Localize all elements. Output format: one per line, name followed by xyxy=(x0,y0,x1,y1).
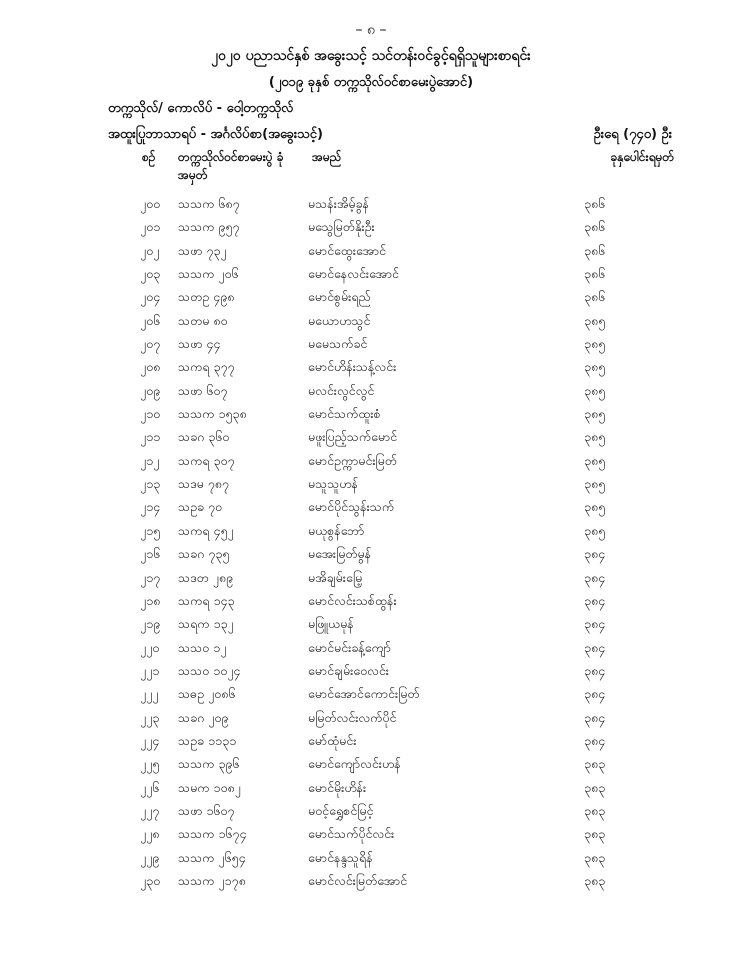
row-score: ၃၈၅ xyxy=(584,429,606,445)
row-number: ၂၂၁ xyxy=(140,662,160,678)
row-number: ၂၁၂ xyxy=(140,452,160,468)
table-row xyxy=(0,495,742,518)
row-number: ၂၂၉ xyxy=(140,849,160,865)
row-number: ၂၂၂ xyxy=(140,686,159,702)
row-number: ၂၁၃ xyxy=(140,476,161,492)
row-score: ၃၈၄ xyxy=(584,732,606,748)
row-exam-id: သဒမ ၇၈၇ xyxy=(178,476,229,492)
table-row xyxy=(0,752,742,775)
row-number: ၂၀၇ xyxy=(140,336,161,352)
row-name: မယုစွန်ဘော် xyxy=(308,522,365,538)
table-row xyxy=(0,239,742,262)
row-score: ၃၈၄ xyxy=(584,662,606,678)
row-name: မသူသူဟန် xyxy=(308,476,359,492)
row-number: ၂၀၃ xyxy=(140,266,161,282)
row-exam-id: သသက ၉၅၇ xyxy=(178,219,240,235)
row-score: ၃၈၄ xyxy=(584,639,606,655)
row-name: မောင်နန္ဒသူရိန် xyxy=(308,849,373,865)
table-row xyxy=(0,799,742,822)
row-number: ၂၂၅ xyxy=(140,756,160,772)
table-row xyxy=(0,379,742,402)
header-name: အမည် xyxy=(312,150,342,164)
table-row xyxy=(0,846,742,869)
table-row xyxy=(0,285,742,308)
row-number: ၂၂၀ xyxy=(140,639,160,655)
row-name: မသွေမြတ်နိုးဦး xyxy=(308,219,375,235)
table-row xyxy=(0,192,742,215)
page-number: – ၈ – xyxy=(355,22,387,38)
row-name: မသန်းအိမ့်ခွန် xyxy=(308,196,369,211)
row-exam-id: သတမ ၈၀ xyxy=(178,312,228,328)
row-number: ၂၀၈ xyxy=(140,359,161,375)
row-number: ၂၀၀ xyxy=(140,196,161,211)
row-name: မမြတ်လင်းလက်ပိုင် xyxy=(308,709,397,725)
row-name: မောင်ကျော်လင်းဟန် xyxy=(308,756,401,772)
table-row xyxy=(0,659,742,682)
row-number: ၂၀၉ xyxy=(140,382,161,398)
row-exam-id: သသက ၂၁၇၈ xyxy=(178,872,246,888)
table-row xyxy=(0,589,742,612)
row-exam-id: သကရ ၁၄၃ xyxy=(178,592,235,608)
row-name: မောင်မိုးဟိန်း xyxy=(308,779,367,795)
row-name: မောင်သက်ထူးစံ xyxy=(308,406,381,422)
table-row xyxy=(0,332,742,355)
row-exam-id: သဒတ ၂၈၉ xyxy=(178,569,234,585)
table-row xyxy=(0,215,742,238)
table-row xyxy=(0,449,742,472)
row-score: ၃၈၃ xyxy=(584,779,606,795)
row-score: ၃၈၅ xyxy=(584,336,606,352)
row-name: မောင်ဥက္ကာမင်းမြတ် xyxy=(308,452,397,468)
program-label: အထူးပြုဘာသာရပ် - အင်္ဂလိပ်စာ(အခွေးသင့်) xyxy=(108,127,323,142)
row-number: ၂၂၃ xyxy=(140,709,160,725)
row-exam-id: သသက ၂၆၅၄ xyxy=(178,849,246,865)
table-row xyxy=(0,542,742,565)
row-number: ၂၂၇ xyxy=(140,802,160,818)
quota-label: ဦးရေ (၇၄၀) ဦး xyxy=(593,127,672,142)
row-name: မော်ထုံမင်း xyxy=(308,732,357,748)
row-exam-id: သသက ၁၆၇၄ xyxy=(178,826,247,842)
row-exam-id: သဥခ ၇၀ xyxy=(178,499,223,515)
document-subtitle: (၂၀၁၉ ခုနှစ် တက္ကသိုလ်ဝင်စာမေးပွဲအောင်) xyxy=(268,75,474,90)
row-score: ၃၈၅ xyxy=(584,499,606,515)
row-exam-id: သဥခ ၁၁၃၁ xyxy=(178,732,237,748)
row-exam-id: သဖာ ၄၄ xyxy=(178,336,221,352)
row-name: မောင်သက်ပိုင်လင်း xyxy=(308,826,395,842)
table-row xyxy=(0,309,742,332)
table-row xyxy=(0,425,742,448)
table-row xyxy=(0,472,742,495)
table-row xyxy=(0,776,742,799)
row-exam-id: သသက ၂၀၆ xyxy=(178,266,239,282)
table-row xyxy=(0,612,742,635)
row-number: ၂၀၂ xyxy=(140,242,160,258)
row-exam-id: သရက ၁၃၂ xyxy=(178,616,234,632)
row-score: ၃၈၄ xyxy=(584,592,606,608)
row-score: ၃၈၄ xyxy=(584,709,606,725)
row-name: မလင်းလွင်လွင် xyxy=(308,382,375,398)
table-row xyxy=(0,262,742,285)
row-score: ၃၈၅ xyxy=(584,359,606,375)
table-row xyxy=(0,706,742,729)
row-number: ၂၁၉ xyxy=(140,616,161,632)
row-number: ၂၃၀ xyxy=(140,872,161,888)
row-name: မဝင့်ရွှေစင်မြင့် xyxy=(308,802,374,818)
table-row xyxy=(0,682,742,705)
row-number: ၂၁၄ xyxy=(140,499,161,515)
row-exam-id: သဖာ ၁၆၀၇ xyxy=(178,802,235,818)
row-name: မောင်ထွေးအောင် xyxy=(308,242,386,258)
row-score: ၃၈၃ xyxy=(584,802,606,818)
row-number: ၂၁၆ xyxy=(140,546,161,562)
row-name: မဖြူယမုန် xyxy=(308,616,354,632)
table-row xyxy=(0,566,742,589)
row-name: မောင်စွမ်းရည် xyxy=(308,289,371,305)
row-score: ၃၈၅ xyxy=(584,382,606,398)
row-name: မအေးမြတ်မွန် xyxy=(308,546,372,562)
document-title: ၂၀၂၀ ပညာသင်နှစ် အခွေးသင့် သင်တန်းဝင်ခွင့်ရရှိသူများစာရင်း xyxy=(211,48,531,64)
results-list xyxy=(0,192,742,892)
row-exam-id: သသက ၁၅၃၈ xyxy=(178,406,247,422)
row-score: ၃၈၅ xyxy=(584,522,606,538)
row-exam-id: သကရ ၄၅၂ xyxy=(178,522,234,538)
row-score: ၃၈၅ xyxy=(584,452,606,468)
row-score: ၃၈၅ xyxy=(584,476,606,492)
row-name: မောင်နေလင်းအောင် xyxy=(308,266,399,282)
row-score: ၃၈၄ xyxy=(584,569,606,585)
row-score: ၃၈၆ xyxy=(584,266,606,282)
row-score: ၃၈၆ xyxy=(584,219,606,235)
row-number: ၂၁၈ xyxy=(140,592,161,608)
table-row xyxy=(0,402,742,425)
row-exam-id: သဖာ ၇၃၂ xyxy=(178,242,227,258)
row-exam-id: သကရ ၃၇၇ xyxy=(178,359,235,375)
row-score: ၃၈၄ xyxy=(584,616,606,632)
row-exam-id: သကရ ၃၀၇ xyxy=(178,452,235,468)
row-score: ၃၈၄ xyxy=(584,546,606,562)
row-exam-id: သသဝ ၁၂ xyxy=(178,639,227,655)
row-exam-id: သဓဥ ၂၀၈၆ xyxy=(178,686,236,702)
row-score: ၃၈၃ xyxy=(584,826,606,842)
row-name: မမေသက်ခင် xyxy=(308,336,368,352)
table-row xyxy=(0,355,742,378)
row-score: ၃၈၃ xyxy=(584,872,606,888)
row-number: ၂၁၅ xyxy=(140,522,161,538)
row-exam-id: သတဥ ၄၉၈ xyxy=(178,289,235,305)
row-exam-id: သသဝ ၁၀၂၄ xyxy=(178,662,241,678)
row-number: ၂၁၀ xyxy=(140,406,161,422)
row-name: မောင်ဟိန်းသန့်လင်း xyxy=(308,359,397,375)
table-row xyxy=(0,636,742,659)
row-name: မောင်ပိုင်သွန်းသက် xyxy=(308,499,395,515)
row-score: ၃၈၆ xyxy=(584,242,606,258)
table-row xyxy=(0,869,742,892)
row-number: ၂၀၁ xyxy=(140,219,161,235)
row-name: မဖူးပြည့်သက်မောင် xyxy=(308,429,398,445)
row-name: မယောဟသွင် xyxy=(308,312,371,328)
row-score: ၃၈၅ xyxy=(584,312,606,328)
header-exam-id: တက္ကသိုလ်ဝင်စာမေးပွဲ ခုံအမှတ် xyxy=(178,150,284,182)
row-score: ၃၈၃ xyxy=(584,849,606,865)
row-name: မောင်အောင်ကောင်းမြတ် xyxy=(308,686,420,702)
row-exam-id: သသက ၆၈၇ xyxy=(178,196,240,211)
row-name: မောင်မင်းခန့်ကျော် xyxy=(308,639,391,655)
row-exam-id: သခဂ ၇၃၅ xyxy=(178,546,230,562)
row-score: ၃၈၃ xyxy=(584,756,606,772)
row-exam-id: သခဂ ၃၆၀ xyxy=(178,429,230,445)
table-row xyxy=(0,729,742,752)
row-number: ၂၀၆ xyxy=(140,312,161,328)
row-number: ၂၂၈ xyxy=(140,826,160,842)
row-exam-id: သခဂ ၂၀၉ xyxy=(178,709,229,725)
header-no: စဉ် xyxy=(142,150,156,164)
row-number: ၂၂၄ xyxy=(140,732,160,748)
university-label: တက္ကသိုလ်/ ကောလိပ် - ဝေါ့တက္ကသိုလ် xyxy=(108,101,294,116)
row-name: မအိချမ်းမြေ့ xyxy=(308,569,363,585)
row-exam-id: သဖာ ၆၀၇ xyxy=(178,382,228,398)
row-exam-id: သသက ၃၉၆ xyxy=(178,756,240,772)
row-number: ၂၂၆ xyxy=(140,779,160,795)
row-number: ၂၁၇ xyxy=(140,569,161,585)
row-name: မောင်လင်းမြတ်အောင် xyxy=(308,872,408,888)
header-score: ခုနှပေါင်းရမှတ် xyxy=(610,150,674,164)
row-name: မောင်လင်းသစ်ထွန်း xyxy=(308,592,397,608)
row-number: ၂၁၁ xyxy=(140,429,161,445)
table-row xyxy=(0,822,742,845)
row-score: ၃၈၆ xyxy=(584,289,606,305)
row-exam-id: သမက ၁၀၈၂ xyxy=(178,779,241,795)
row-score: ၃၈၅ xyxy=(584,406,606,422)
row-score: ၃၈၄ xyxy=(584,686,606,702)
row-number: ၂၀၄ xyxy=(140,289,161,305)
row-score: ၃၈၆ xyxy=(584,196,606,211)
row-name: မောင်ချမ်းဝေလင်း xyxy=(308,662,389,678)
table-row xyxy=(0,519,742,542)
